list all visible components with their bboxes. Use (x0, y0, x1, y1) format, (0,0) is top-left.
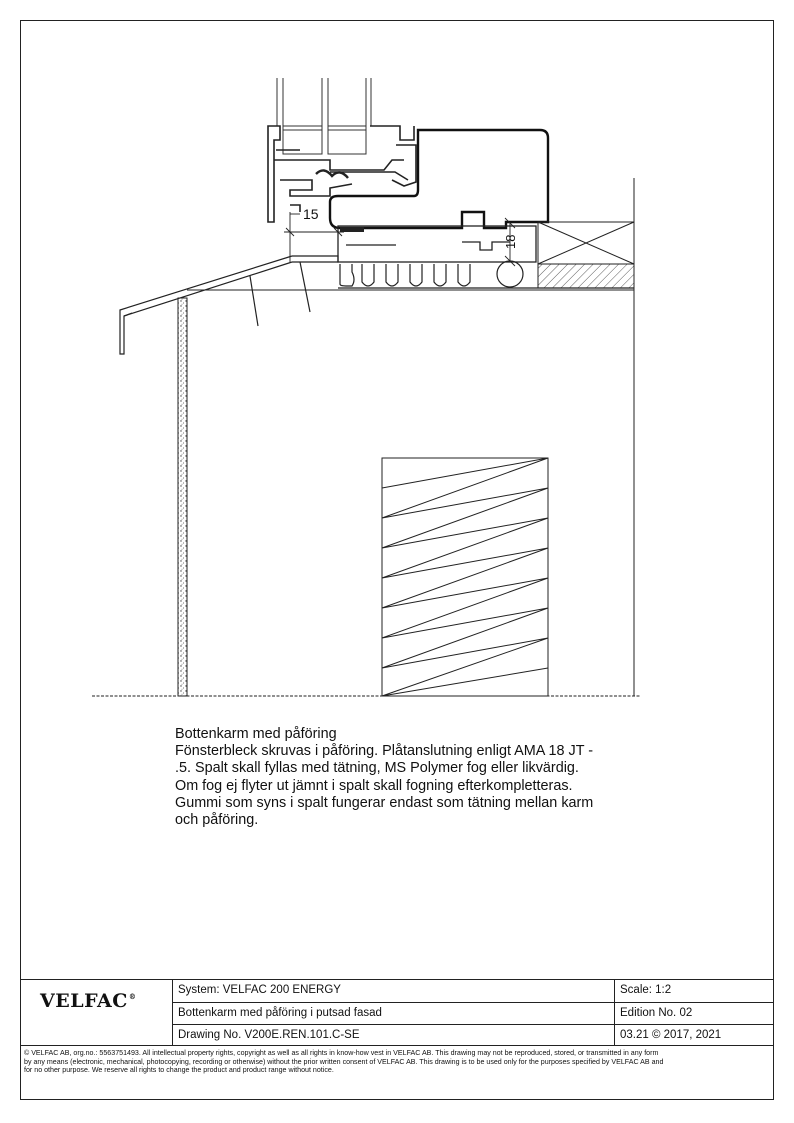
glazing-unit (277, 78, 371, 154)
notes-heading: Bottenkarm med påföring (175, 726, 337, 742)
sill-flashing (120, 256, 338, 354)
bottom-rail (330, 130, 548, 228)
notes-body: Fönsterbleck skruvas i påföring. Plåtanslutning enligt AMA 18 JT - .5. Spalt skall fyllas med tätning, MS Polymer fog eller likvärdig. Om fog ej flyter ut jämnt i spalt skall fogning efterkompletteras. Gummi som syns i spalt fungerar endast som tätning mellan karm och påföring. (175, 743, 594, 829)
edition-label: Edition No. 02 (620, 1007, 693, 1019)
dimension-15-label: 15 (303, 206, 319, 222)
dimension-18-label: 18 (503, 234, 518, 249)
date-label: 03.21 © 2017, 2021 (620, 1029, 722, 1041)
render-layer (178, 298, 187, 696)
insulation-block (382, 458, 548, 696)
logo-registered-mark: ® (128, 992, 137, 1001)
masonry-block (538, 178, 634, 290)
frame-profile (268, 126, 416, 222)
velfac-logo (40, 990, 136, 1012)
drawing-notes (175, 726, 595, 829)
copyright-notice: © VELFAC AB, org.no.: 5563751493. All intellectual property rights, copyright as well as all rights in know-how vest in VELFAC AB. This drawing may not be reproduced, stored, or transmitted in any form by any means (electronic, mechanical, photocopying, recording or otherwise) without the prior written consent of VELFAC AB. This drawing is to be used only for the purposes specified by VELFAC AB and for no other purpose. We reserve all rights to change the product and product range without notice. (24, 1049, 664, 1075)
scale-label: Scale: 1:2 (620, 984, 672, 996)
logo-text: VELFAC (40, 990, 128, 1012)
sealing-strip (340, 227, 364, 232)
system-label: System: VELFAC 200 ENERGY (178, 984, 341, 996)
drawing-number: Drawing No. V200E.REN.101.C-SE (178, 1029, 360, 1041)
drawing-title: Bottenkarm med påföring i putsad fasad (178, 1007, 382, 1019)
wall-lines (92, 290, 640, 696)
